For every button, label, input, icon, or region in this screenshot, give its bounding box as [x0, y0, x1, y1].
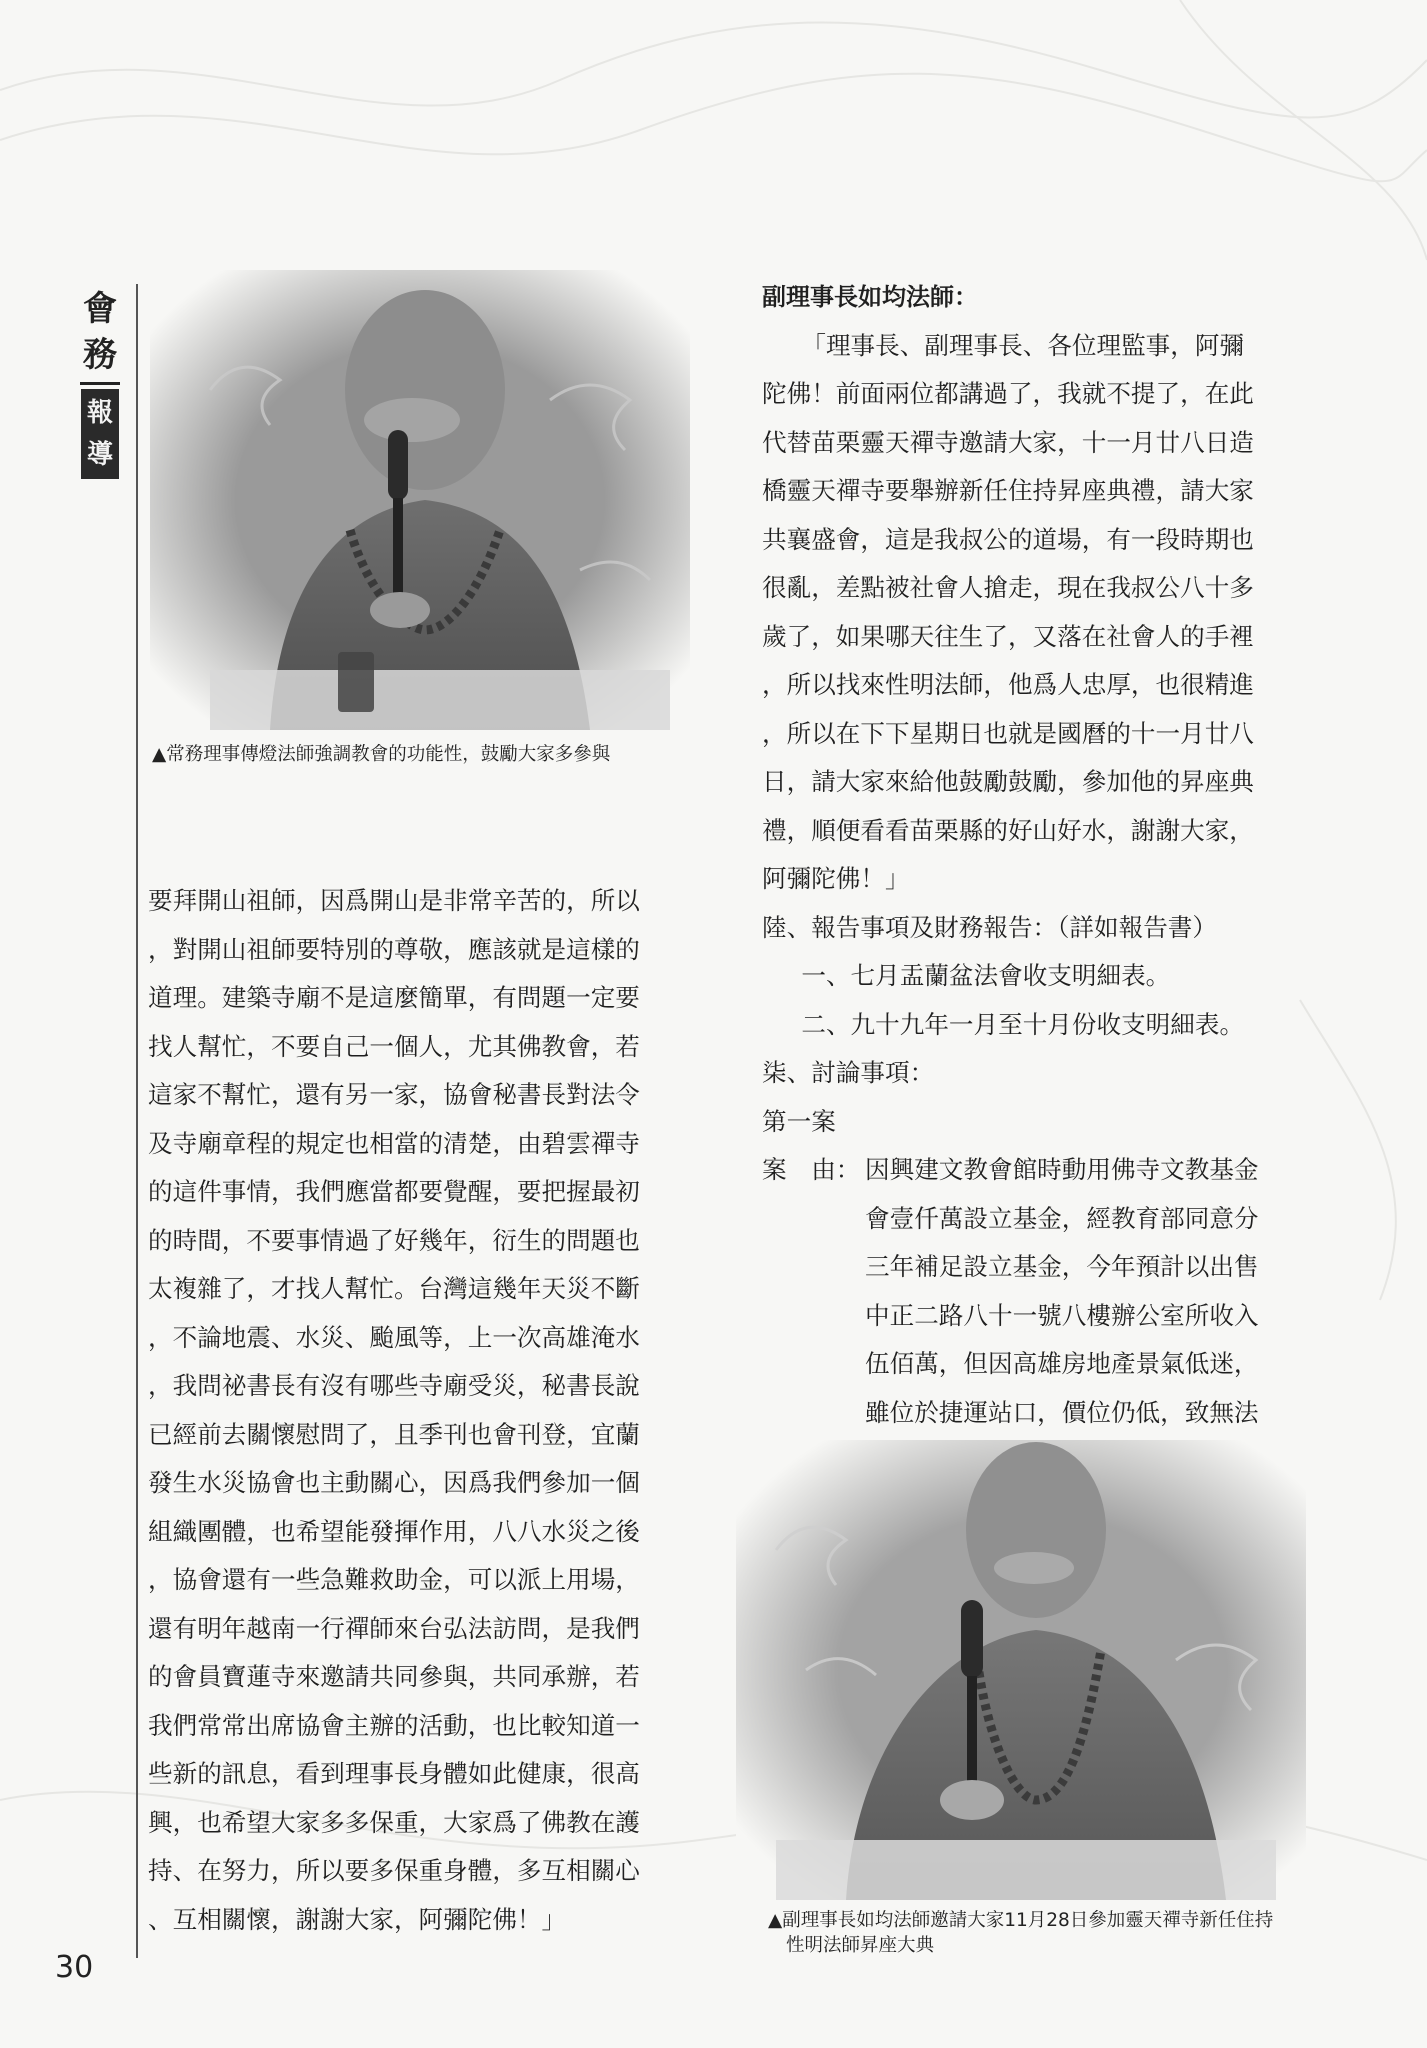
left-line: 興，也希望大家多多保重，大家爲了佛教在護 [148, 1807, 640, 1837]
page-number: 30 [55, 1950, 94, 1985]
report-item: 二、九十九年一月至十月份收支明細表。 [801, 1009, 1245, 1039]
case-line: 會壹仟萬設立基金，經教育部同意分 [865, 1203, 1259, 1233]
left-line: 的時間，不要事情過了好幾年，衍生的問題也 [148, 1225, 640, 1255]
left-line: 要拜開山祖師，因爲開山是非常辛苦的，所以 [148, 886, 640, 915]
case-title: 第一案 [762, 1106, 836, 1136]
section-char-4: 導 [86, 440, 113, 470]
caption-top-photo: ▲常務理事傳燈法師強調教會的功能性，鼓勵大家多參與 [152, 744, 611, 765]
speaker-heading: 副理事長如均法師： [762, 283, 978, 311]
case-label: 案 由： [762, 1155, 861, 1184]
speech-line: 橋靈天禪寺要舉辦新任住持昇座典禮，請大家 [762, 476, 1254, 505]
speech-line: 禮，順便看看苗栗縣的好山好水，謝謝大家， [762, 815, 1254, 845]
margin-rule [136, 284, 138, 1958]
speech-line: ，所以在下下星期日也就是國曆的十一月廿八 [762, 718, 1254, 748]
left-line: 發生水災協會也主動關心，因爲我們參加一個 [148, 1468, 640, 1497]
speech-line: 共襄盛會，這是我叔公的道場，有一段時期也 [762, 524, 1254, 554]
section-divider [80, 382, 120, 385]
report-item: 一、七月盂蘭盆法會收支明細表。 [801, 961, 1171, 990]
section-char-2: 務 [83, 335, 117, 375]
left-line: 及寺廟章程的規定也相當的清楚，由碧雲禪寺 [148, 1128, 640, 1158]
left-line: 的會員寶蓮寺來邀請共同參與，共同承辦，若 [148, 1662, 640, 1691]
case-line: 雖位於捷運站口，價位仍低，致無法 [865, 1397, 1259, 1427]
left-line: ，我問祕書長有沒有哪些寺廟受災，秘書長說 [148, 1371, 640, 1400]
speech-line: 代替苗栗靈天禪寺邀請大家，十一月廿八日造 [762, 427, 1254, 457]
left-line: 組織團體，也希望能發揮作用，八八水災之後 [148, 1516, 640, 1546]
speech-line: 歲了，如果哪天往生了，又落在社會人的手裡 [762, 621, 1254, 651]
case-line: 三年補足設立基金，今年預計以出售 [865, 1252, 1259, 1281]
speech-line: ，所以找來性明法師，他爲人忠厚，也很精進 [762, 670, 1254, 699]
speech-line: 很亂，差點被社會人搶走，現在我叔公八十多 [762, 573, 1254, 602]
photo-top-left [150, 270, 690, 730]
case-line: 中正二路八十一號八樓辦公室所收入 [865, 1300, 1259, 1330]
left-line: 太複雜了，才找人幫忙。台灣這幾年天災不斷 [148, 1274, 640, 1303]
speech-line: 日，請大家來給他鼓勵鼓勵，參加他的昇座典 [762, 767, 1254, 796]
left-column [148, 877, 640, 1944]
caption-bottom-photo [768, 1908, 1273, 1958]
left-line: 我們常常出席協會主辦的活動，也比較知道一 [148, 1710, 640, 1740]
left-line: 持、在努力，所以要多保重身體，多互相關心 [148, 1856, 640, 1885]
section-tab [80, 286, 120, 479]
caption-line: ▲副理事長如均法師邀請大家11月28日參加靈天禪寺新任住持 [768, 1910, 1274, 1931]
section-box [81, 389, 119, 479]
section-char-3: 報 [86, 398, 113, 428]
discussion-heading: 柒、討論事項： [762, 1058, 935, 1087]
left-line: ，協會還有一些急難救助金，可以派上用場， [148, 1565, 640, 1594]
left-line: 已經前去關懷慰問了，且季刊也會刊登，宜蘭 [148, 1419, 640, 1449]
speech-line: 阿彌陀佛！」 [762, 864, 910, 893]
case-line: 因興建文教會館時動用佛寺文教基金 [865, 1155, 1259, 1184]
left-line: 道理。建築寺廟不是這麼簡單，有問題一定要 [148, 983, 640, 1012]
left-line: 還有明年越南一行禪師來台弘法訪問，是我們 [148, 1613, 640, 1643]
right-column [762, 273, 1264, 1486]
left-line: 的這件事情，我們應當都要覺醒，要把握最初 [148, 1177, 640, 1206]
left-line: 找人幫忙，不要自己一個人，尤其佛教會，若 [148, 1031, 640, 1061]
left-line: 些新的訊息，看到理事長身體如此健康，很高 [148, 1759, 640, 1788]
speech-line: 「理事長、副理事長、各位理監事，阿彌 [801, 330, 1245, 360]
photo-bottom-right [736, 1440, 1306, 1900]
case-row [762, 1146, 1264, 1195]
section-char-1: 會 [83, 289, 117, 329]
left-line: 、互相關懷，謝謝大家，阿彌陀佛！」 [148, 1904, 567, 1934]
report-heading: 陸、報告事項及財務報告：（詳如報告書） [762, 912, 1217, 942]
case-line: 伍佰萬，但因高雄房地產景氣低迷， [865, 1349, 1259, 1378]
left-line: ，對開山祖師要特別的尊敬，應該就是這樣的 [148, 934, 640, 964]
caption-line: 性明法師昇座大典 [786, 1935, 935, 1956]
speech-line: 陀佛！前面兩位都講過了，我就不提了，在此 [762, 379, 1254, 408]
left-line: 這家不幫忙，還有另一家，協會秘書長對法令 [148, 1080, 640, 1109]
left-line: ，不論地震、水災、颱風等，上一次高雄淹水 [148, 1322, 640, 1352]
